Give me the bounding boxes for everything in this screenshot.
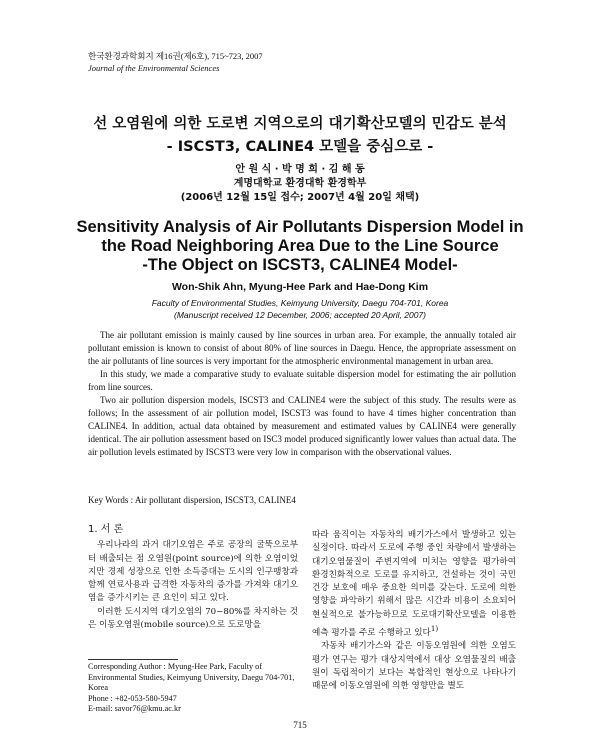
page-number: 715 [293, 720, 307, 730]
footnote-author: Corresponding Author : Myung-Hee Park, Faculty of Environmental Studies, Keimyung University, Daegu 704-701, Korea [88, 662, 295, 692]
journal-header [88, 50, 263, 74]
abstract [88, 329, 516, 459]
abstract-paragraph: In this study, we made a comparative study to evaluate suitable dispersion model for estimating the air pollution from line sources. [88, 369, 516, 392]
body-paragraph: 자동차 배기가스와 같은 이동오염원에 의한 오염도 평가 연구는 평가 대상지역에서 대상 오염물질의 배출원이 독립적이기 보다는 복합적인 현상으로 나타나기 때문에 이동오염원에 의한 영향만을 별도 [312, 641, 516, 692]
korean-dates: (2006년 12월 15일 접수; 2007년 4월 20일 채택) [180, 192, 420, 203]
korean-affiliation: 계명대학교 환경대학 환경학부 [233, 178, 367, 189]
body-paragraph: 우리나라의 과거 대기오염은 주로 공장의 굴뚝으로부터 배출되는 점 오염원(point source)에 의한 오염이었지만 경제 성장으로 인한 소득증대는 도시의 인구팽창과 함께 연료사용과 급격한 자동차의 증가를 가져와 대기오염을 증가시키는 큰 요인이 되고 있다. [88, 540, 298, 604]
journal-korean-line: 한국환경과학회지 제16권(제6호), 715~723, 2007 [88, 51, 263, 61]
body-paragraph [312, 529, 516, 640]
body-right-column [312, 529, 516, 693]
english-title-line3: -The Object on ISCST3, CALINE4 Model- [142, 256, 458, 274]
abstract-paragraph: The air pollutant emission is mainly caused by line sources in urban area. For example, the annually totaled air pollutant emission is known to consist of about 80% of line sources in Daegu. Hence, the appropriate assessment on the air pollutants of line sources is very important for the atmospheric environmental management in urban area. [88, 330, 516, 366]
footnote-phone: Phone : +82-053-580-5947 [88, 693, 177, 703]
body-left-column [88, 523, 298, 632]
footnote-email: E-mail: savor76@kmu.ac.kr [88, 704, 181, 713]
english-title-line2: the Road Neighboring Area Due to the Line Source [101, 237, 499, 255]
korean-authors: 안 원 식 · 박 명 희 · 김 해 동 [235, 164, 365, 175]
body-text: 따라 움직이는 자동차의 배기가스에서 발생하고 있는 실정이다. 따라서 도로에 주행 중인 차량에서 발생하는 대기오염물질이 주변지역에 미치는 영향을 평가하여 환경친화적으로 도로를 유지하고, 건설하는 것이 국민 건강 보호에 매우 중요한 의미를 갖는다. 도로에 의한 영향을 파악하기 위해서 많은 시간과 비용이 소요되어 현실적으로 불가능하므로 도로대기확산모델을 이용한 예측 평가를 주로 수행하고 있다 [312, 530, 516, 638]
journal-english-line: Journal of the Environmental Sciences [88, 63, 220, 73]
body-paragraph: 이러한 도시지역 대기오염의 70~80%를 차지하는 것은 이동오염원(mobile source)으로 도로망을 [88, 606, 298, 631]
english-authors: Won-Shik Ahn, Myung-Hee Park and Hae-Dong Kim [171, 281, 429, 293]
korean-title-line2: - ISCST3, CALINE4 모델을 중심으로 - [166, 139, 434, 155]
english-affiliation: Faculty of Environmental Studies, Keimyung University, Daegu 704-701, Korea [151, 298, 449, 308]
english-title-line1: Sensitivity Analysis of Air Pollutants Dispersion Model in [76, 218, 524, 236]
english-dates: (Manuscript received 12 December, 2006; accepted 20 April, 2007) [174, 310, 426, 320]
korean-title-line1: 선 오염원에 의한 도로변 지역으로의 대기확산모델의 민감도 분석 [93, 116, 507, 132]
section-heading: 1. 서 론 [88, 524, 124, 535]
keywords: Key Words : Air pollutant dispersion, ISCST3, CALINE4 [88, 495, 296, 505]
abstract-paragraph: Two air pollution dispersion models, ISCST3 and CALINE4 were the subject of this study. The results were as follows; In the assessment of air pollution model, ISCST3 was found to have 4 times higher concentration than CALINE4. In addition, actual data obtained by measurement and estimated values by CALINE4 were generally identical. The air pollution assessment based on ISC3 model produced significantly lower values than actual data. The air pollution levels estimated by ISCST3 were very low in comparison with the observational values. [88, 395, 516, 457]
footnote [88, 662, 303, 715]
citation-marker: 1) [430, 624, 439, 634]
footnote-divider [88, 659, 178, 660]
